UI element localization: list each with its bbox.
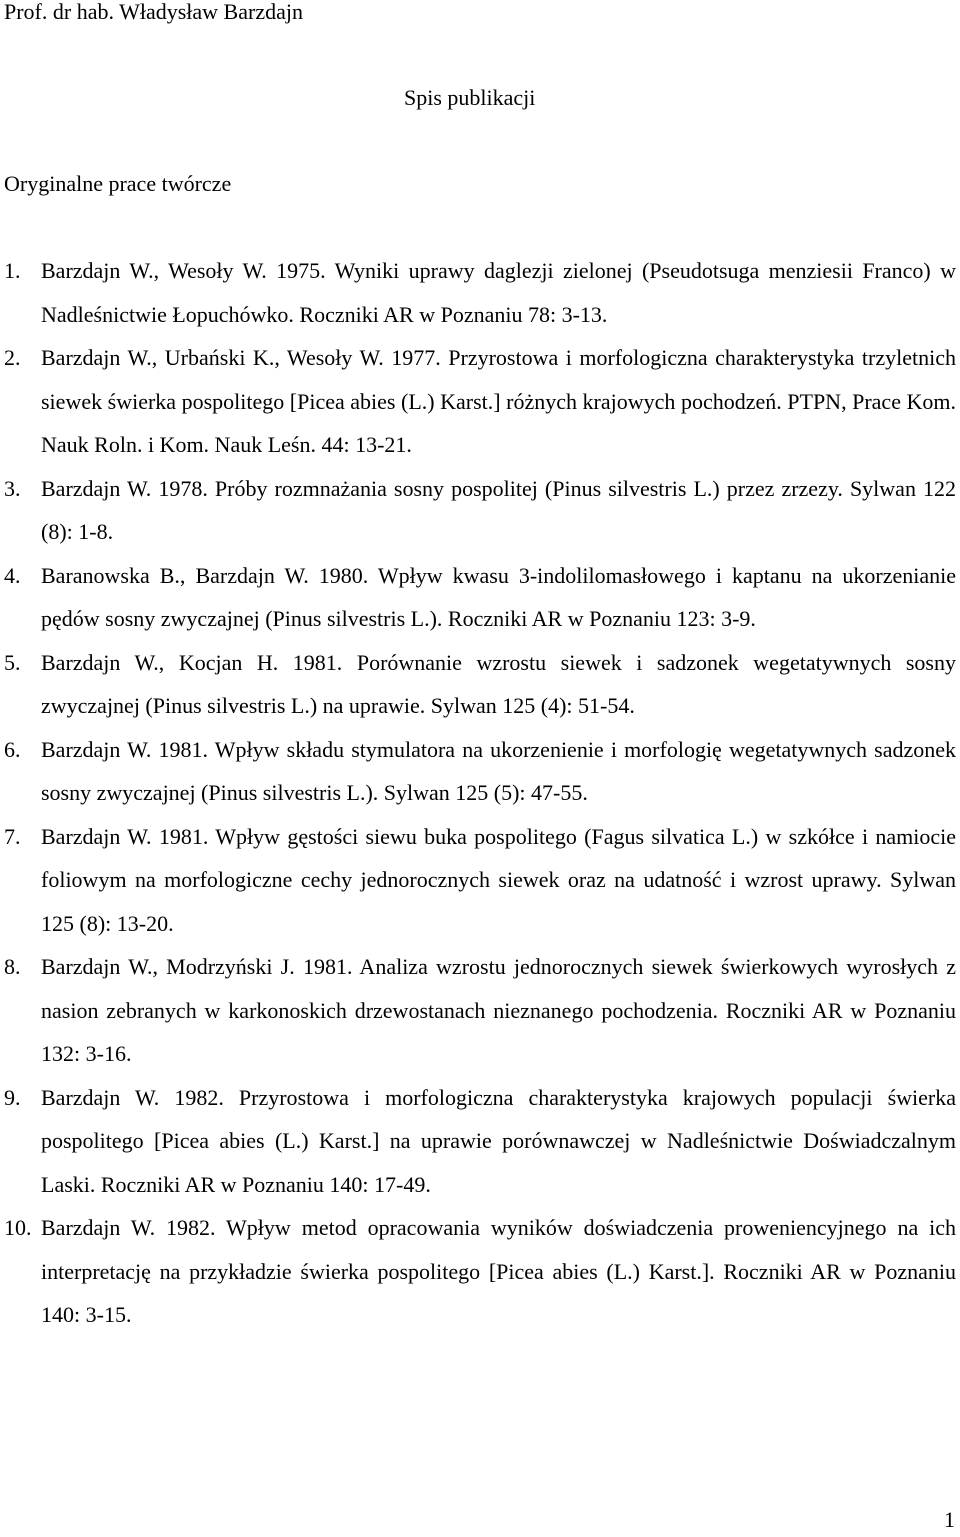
- publication-entry: [4, 945, 956, 1076]
- publication-number: 3.: [4, 475, 21, 501]
- publication-text: Barzdajn W., Kocjan H. 1981. Porównanie wzrostu siewek i sadzonek wegetatywnych sosny zwyczajnej (Pinus silvestris L.) na uprawie. Sylwan 125 (4): 51-54.: [41, 649, 956, 718]
- document-title: Spis publikacji: [404, 85, 536, 110]
- publication-text: Barzdajn W. 1982. Wpływ metod opracowania wyników doświadczenia proweniencyjnego na ich interpretację na przykładzie świerka pospolitego [Picea abies (L.) Karst.]. Roczniki AR w Poznaniu 140: 3-15.: [41, 1215, 956, 1327]
- publication-number: 10.: [4, 1215, 32, 1240]
- publication-number: 2.: [4, 345, 21, 370]
- publication-text: Barzdajn W. 1981. Wpływ gęstości siewu buka pospolitego (Fagus silvatica L.) w szkółce i namiocie foliowym na morfologiczne cechy jednorocznych siewek oraz na udatność i wzrost uprawy. Sylwan 125 (8): 13-20.: [41, 823, 956, 936]
- publication-number: 8.: [4, 954, 21, 979]
- publication-number: 6.: [4, 736, 21, 762]
- publication-text: Barzdajn W., Modrzyński J. 1981. Analiza wzrostu jednorocznych siewek świerkowych wyrosłych z nasion zebranych w karkonoskich drzewostanach nieznanego pochodzenia. Roczniki AR w Poznaniu 132: 3-16.: [41, 954, 956, 1066]
- publication-entry: [4, 728, 956, 815]
- publication-number: 9.: [4, 1084, 21, 1110]
- publication-text: Barzdajn W. 1981. Wpływ składu stymulatora na ukorzenienie i morfologię wegetatywnych sadzonek sosny zwyczajnej (Pinus silvestris L.). Sylwan 125 (5): 47-55.: [41, 736, 956, 805]
- publication-entry: [4, 554, 956, 641]
- publication-entry: [4, 467, 956, 554]
- publication-entry: [4, 249, 956, 336]
- publication-entry: [4, 1206, 956, 1337]
- publication-number: 1.: [4, 258, 21, 283]
- publication-list: [4, 249, 956, 1337]
- publication-text: Barzdajn W., Urbański K., Wesoły W. 1977. Przyrostowa i morfologiczna charakterystyka trzyletnich siewek świerka pospolitego [Picea abies (L.) Karst.] różnych krajowych pochodzeń. PTPN, Prace Kom. Nauk Roln. i Kom. Nauk Leśn. 44: 13-21.: [41, 345, 956, 457]
- section-heading: Oryginalne prace twórcze: [4, 171, 232, 196]
- publication-entry: [4, 336, 956, 467]
- publication-number: 4.: [4, 562, 21, 588]
- author-name: Prof. dr hab. Władysław Barzdajn: [4, 0, 303, 24]
- publication-entry: [4, 1076, 956, 1207]
- publication-text: Barzdajn W. 1978. Próby rozmnażania sosny pospolitej (Pinus silvestris L.) przez zrzezy. Sylwan 122 (8): 1-8.: [41, 475, 956, 544]
- publication-text: Barzdajn W., Wesoły W. 1975. Wyniki uprawy daglezji zielonej (Pseudotsuga menziesii Franco) w Nadleśnictwie Łopuchówko. Roczniki AR w Poznaniu 78: 3-13.: [41, 258, 956, 327]
- page-number: 1: [944, 1507, 955, 1532]
- publication-number: 5.: [4, 649, 21, 675]
- publication-entry: [4, 815, 956, 946]
- publication-text: Baranowska B., Barzdajn W. 1980. Wpływ kwasu 3-indolilomasłowego i kaptanu na ukorzenianie pędów sosny zwyczajnej (Pinus silvestris L.). Roczniki AR w Poznaniu 123: 3-9.: [41, 562, 956, 631]
- publication-number: 7.: [4, 823, 21, 849]
- publication-text: Barzdajn W. 1982. Przyrostowa i morfologiczna charakterystyka krajowych populacji świerka pospolitego [Picea abies (L.) Karst.] na uprawie porównawczej w Nadleśnictwie Doświadczalnym Laski. Roczniki AR w Poznaniu 140: 17-49.: [41, 1084, 956, 1197]
- publication-entry: [4, 641, 956, 728]
